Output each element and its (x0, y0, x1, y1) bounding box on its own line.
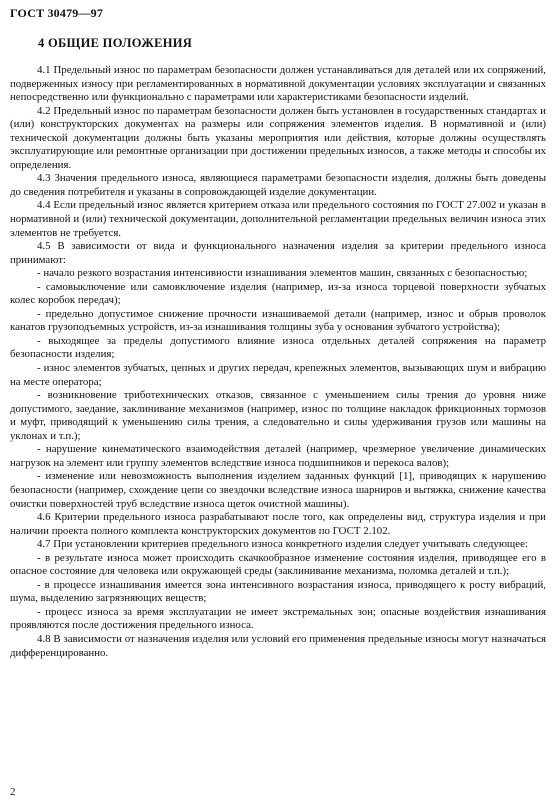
list-item: - износ элементов зубчатых, цепных и других передач, крепежных элементов, вызывающих шум и вибрацию на месте оператора; (10, 362, 546, 388)
list-item: - предельно допустимое снижение прочности изнашиваемой детали (например, износ и обрыв проволок канатов грузоподъемных устройств, из-за изнашивания толщины зуба у основания зубчатого устройства); (10, 307, 546, 334)
paragraph-4-1: 4.1 Предельный износ по параметрам безопасности должен устанавливаться для деталей или их сопряжений, подверженных износу при регламентированных в нормативной документации условиях эксплуатации и связанных непосредственно или функционально с параметрами или характеристиками безопасности изделий. (10, 64, 546, 104)
list-item: - возникновение триботехнических отказов, связанное с уменьшением силы трения до уровня ниже допустимого, заедание, заклинивание механизмов (например, износ по толщине накладок фрикционных тормозов и муфт, приводящий к уменьшению силы трения, а следовательно и силы удерживания грузов или машины на уклонах и т.п.); (10, 389, 546, 442)
list-item: - выходящее за пределы допустимого влияние износа отдельных деталей сопряжения на параметр безопасности изделия; (10, 334, 546, 361)
paragraph-4-4: 4.4 Если предельный износ является критерием отказа или предельного состояния по ГОСТ 27.002 и указан в нормативной и (или) технической документации, дополнительной регламентации предельных величин износа этих элементов не требуется. (10, 199, 546, 239)
list-item: - изменение или невозможность выполнения изделием заданных функций [1], приводящих к нарушению безопасности (например, схождение цепи со звездочки вследствие износа шарниров и вытяжка, снижение качества очистки поверхностей труб вследствие износа щеток очистной машины). (10, 470, 546, 510)
list-item: - самовыключение или самовключение изделия (например, из-за износа торцевой поверхности зубчатых колес коробок передач); (10, 280, 546, 307)
paragraph-4-6: 4.6 Критерии предельного износа разрабатывают после того, как определены вид, структура изделия и при наличии проекта полного комплекта конструкторских документов по ГОСТ 2.102. (10, 511, 546, 537)
paragraph-4-2: 4.2 Предельный износ по параметрам безопасности должен быть установлен в государственных стандартах и (или) конструкторских документах на размеры или сопряжения элементов изделия. В нормативной и (или) технической документации должны быть указаны мероприятия или действия, которые должны осуществлять эксплуатирующие или ремонтные организации при достижении предельных износов, а также методы и способы их определения. (10, 104, 546, 171)
paragraph-4-8: 4.8 В зависимости от назначения изделия или условий его применения предельные износы могут назначаться дифференцированно. (10, 632, 546, 659)
page-number: 2 (10, 786, 16, 798)
paragraph-4-3: 4.3 Значения предельного износа, являющиеся параметрами безопасности изделия, должны быть доведены до сведения потребителя и указаны в сопровождающей изделие документации. (10, 172, 546, 198)
paragraph-4-7: 4.7 При установлении критериев предельного износа конкретного изделия следует учитывать следующее: (37, 538, 528, 551)
document-header-standard-id: ГОСТ 30479—97 (10, 6, 104, 20)
list-item: - в процессе изнашивания имеется зона интенсивного возрастания износа, приводящего к росту вибраций, шума, выделению загрязняющих веществ; (10, 578, 546, 605)
list-item: - нарушение кинематического взаимодействия деталей (например, чрезмерное увеличение динамических нагрузок на элемент или группу элементов вследствие износа подшипников и перекоса валов); (10, 443, 546, 469)
list-item: - в результате износа может происходить скачкообразное изменение состояния изделия, приводящее его в опасное состояние для человека или окружающей среды (заклинивание механизма, поломка деталей и т.п.); (10, 551, 546, 578)
paragraph-4-5: 4.5 В зависимости от вида и функционального назначения изделия за критерии предельного износа принимают: (10, 240, 546, 266)
section-body (10, 64, 546, 660)
list-item: - процесс износа за время эксплуатации не имеет экстремальных зон; опасные воздействия изнашивания проявляются после достижения предельного износа. (10, 605, 546, 632)
section-title: 4 ОБЩИЕ ПОЛОЖЕНИЯ (38, 36, 193, 50)
list-item: - начало резкого возрастания интенсивности изнашивания элементов машин, связанных с безопасностью; (37, 267, 528, 280)
